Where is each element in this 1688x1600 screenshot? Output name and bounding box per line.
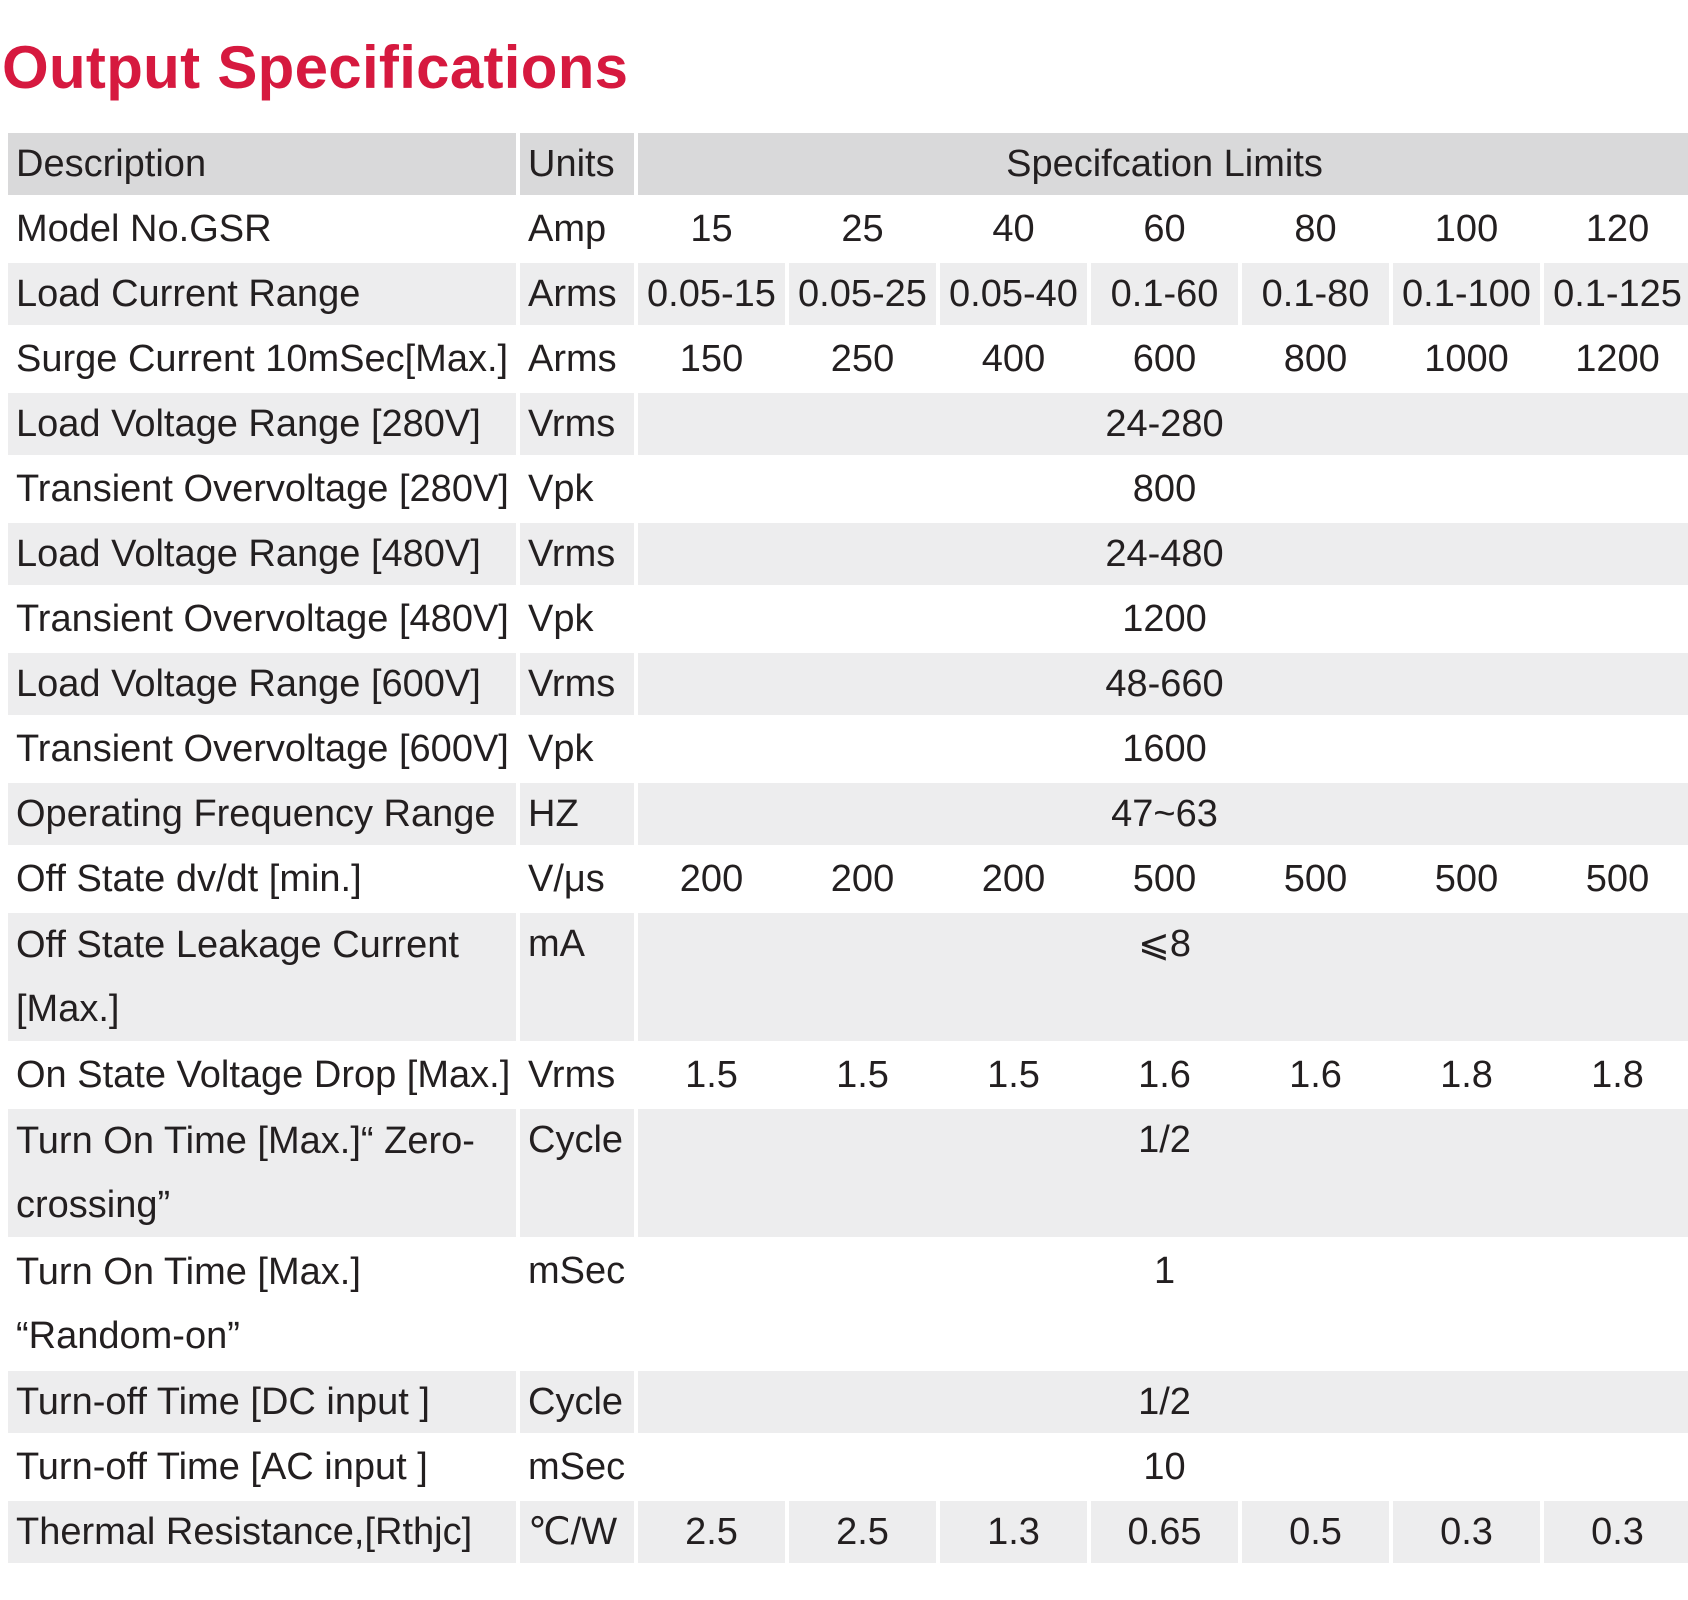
row-value: 1200 [1544,328,1688,390]
row-value: 400 [940,328,1087,390]
table-row [8,198,1688,260]
row-value: 500 [1393,848,1540,910]
table-row [8,783,1688,845]
row-value: 0.05-15 [638,263,785,325]
row-value: 1600 [638,718,1688,780]
row-value: 1/2 [638,1109,1688,1237]
row-value: 2.5 [789,1501,936,1563]
row-description: Model No.GSR [8,198,516,260]
row-value: 150 [638,328,785,390]
row-value: 60 [1091,198,1238,260]
row-description: Turn-off Time [AC input ] [8,1436,516,1498]
row-description: Load Voltage Range [280V] [8,393,516,455]
row-value: 24-280 [638,393,1688,455]
row-value: 0.65 [1091,1501,1238,1563]
row-description: Operating Frequency Range [8,783,516,845]
row-value: 500 [1091,848,1238,910]
row-unit: V/μs [520,848,634,910]
row-description: Transient Overvoltage [480V] [8,588,516,650]
table-row [8,588,1688,650]
row-description: Off State Leakage Current [Max.] [8,913,516,1041]
row-unit: mA [520,913,634,1041]
table-row [8,523,1688,585]
row-value: 15 [638,198,785,260]
row-description: On State Voltage Drop [Max.] [8,1044,516,1106]
row-description: Load Current Range [8,263,516,325]
table-row [8,393,1688,455]
output-specifications-table [4,130,1688,1566]
row-value: 500 [1242,848,1389,910]
table-row [8,1240,1688,1368]
row-value: 0.1-100 [1393,263,1540,325]
table-row [8,263,1688,325]
table-row [8,1109,1688,1237]
row-description: Surge Current 10mSec[Max.] [8,328,516,390]
header-specification-limits: Specifcation Limits [638,133,1688,195]
row-description: Load Voltage Range [480V] [8,523,516,585]
row-value: 1000 [1393,328,1540,390]
row-value: ⩽8 [638,913,1688,1041]
row-description: Turn-off Time [DC input ] [8,1371,516,1433]
table-row [8,1436,1688,1498]
table-row [8,653,1688,715]
row-unit: Vpk [520,458,634,520]
row-value: 0.1-125 [1544,263,1688,325]
table-row [8,458,1688,520]
table-row [8,718,1688,780]
table-header-row [8,133,1688,195]
row-value: 800 [638,458,1688,520]
row-value: 10 [638,1436,1688,1498]
row-value: 1.6 [1091,1044,1238,1106]
row-description: Load Voltage Range [600V] [8,653,516,715]
table-row [8,848,1688,910]
row-description: Turn On Time [Max.] “Random-on” [8,1240,516,1368]
row-unit: Amp [520,198,634,260]
row-value: 800 [1242,328,1389,390]
table-body [8,198,1688,1563]
row-unit: Vrms [520,1044,634,1106]
row-unit: Vrms [520,523,634,585]
row-description: Transient Overvoltage [600V] [8,718,516,780]
row-unit: Arms [520,263,634,325]
row-value: 250 [789,328,936,390]
row-unit: mSec [520,1436,634,1498]
row-value: 200 [940,848,1087,910]
row-value: 25 [789,198,936,260]
row-value: 120 [1544,198,1688,260]
row-value: 1.6 [1242,1044,1389,1106]
row-value: 1.3 [940,1501,1087,1563]
row-unit: Vpk [520,588,634,650]
row-value: 0.05-25 [789,263,936,325]
row-value: 1.8 [1544,1044,1688,1106]
row-description: Turn On Time [Max.]“ Zero-crossing” [8,1109,516,1237]
row-description: Transient Overvoltage [280V] [8,458,516,520]
row-value: 47~63 [638,783,1688,845]
row-value: 0.5 [1242,1501,1389,1563]
row-unit: Vrms [520,393,634,455]
row-unit: HZ [520,783,634,845]
row-value: 40 [940,198,1087,260]
row-unit: ℃/W [520,1501,634,1563]
row-value: 1200 [638,588,1688,650]
row-value: 1 [638,1240,1688,1368]
header-description: Description [8,133,516,195]
row-unit: Cycle [520,1109,634,1237]
row-value: 200 [638,848,785,910]
row-value: 1.5 [940,1044,1087,1106]
page-title: Output Specifications [2,34,629,101]
row-value: 2.5 [638,1501,785,1563]
row-value: 1/2 [638,1371,1688,1433]
row-value: 1.5 [789,1044,936,1106]
row-description: Thermal Resistance,[Rthjc] [8,1501,516,1563]
row-unit: Vrms [520,653,634,715]
table-row [8,328,1688,390]
row-value: 0.1-80 [1242,263,1389,325]
row-description: Off State dv/dt [min.] [8,848,516,910]
table-row [8,913,1688,1041]
row-value: 600 [1091,328,1238,390]
row-value: 24-480 [638,523,1688,585]
row-value: 1.8 [1393,1044,1540,1106]
row-value: 80 [1242,198,1389,260]
table-row [8,1044,1688,1106]
row-unit: Cycle [520,1371,634,1433]
header-units: Units [520,133,634,195]
row-value: 0.3 [1393,1501,1540,1563]
row-value: 0.1-60 [1091,263,1238,325]
table-row [8,1371,1688,1433]
row-unit: Arms [520,328,634,390]
row-value: 200 [789,848,936,910]
row-value: 500 [1544,848,1688,910]
row-value: 0.05-40 [940,263,1087,325]
row-unit: Vpk [520,718,634,780]
row-value: 48-660 [638,653,1688,715]
row-value: 0.3 [1544,1501,1688,1563]
row-value: 100 [1393,198,1540,260]
row-value: 1.5 [638,1044,785,1106]
table-row [8,1501,1688,1563]
row-unit: mSec [520,1240,634,1368]
